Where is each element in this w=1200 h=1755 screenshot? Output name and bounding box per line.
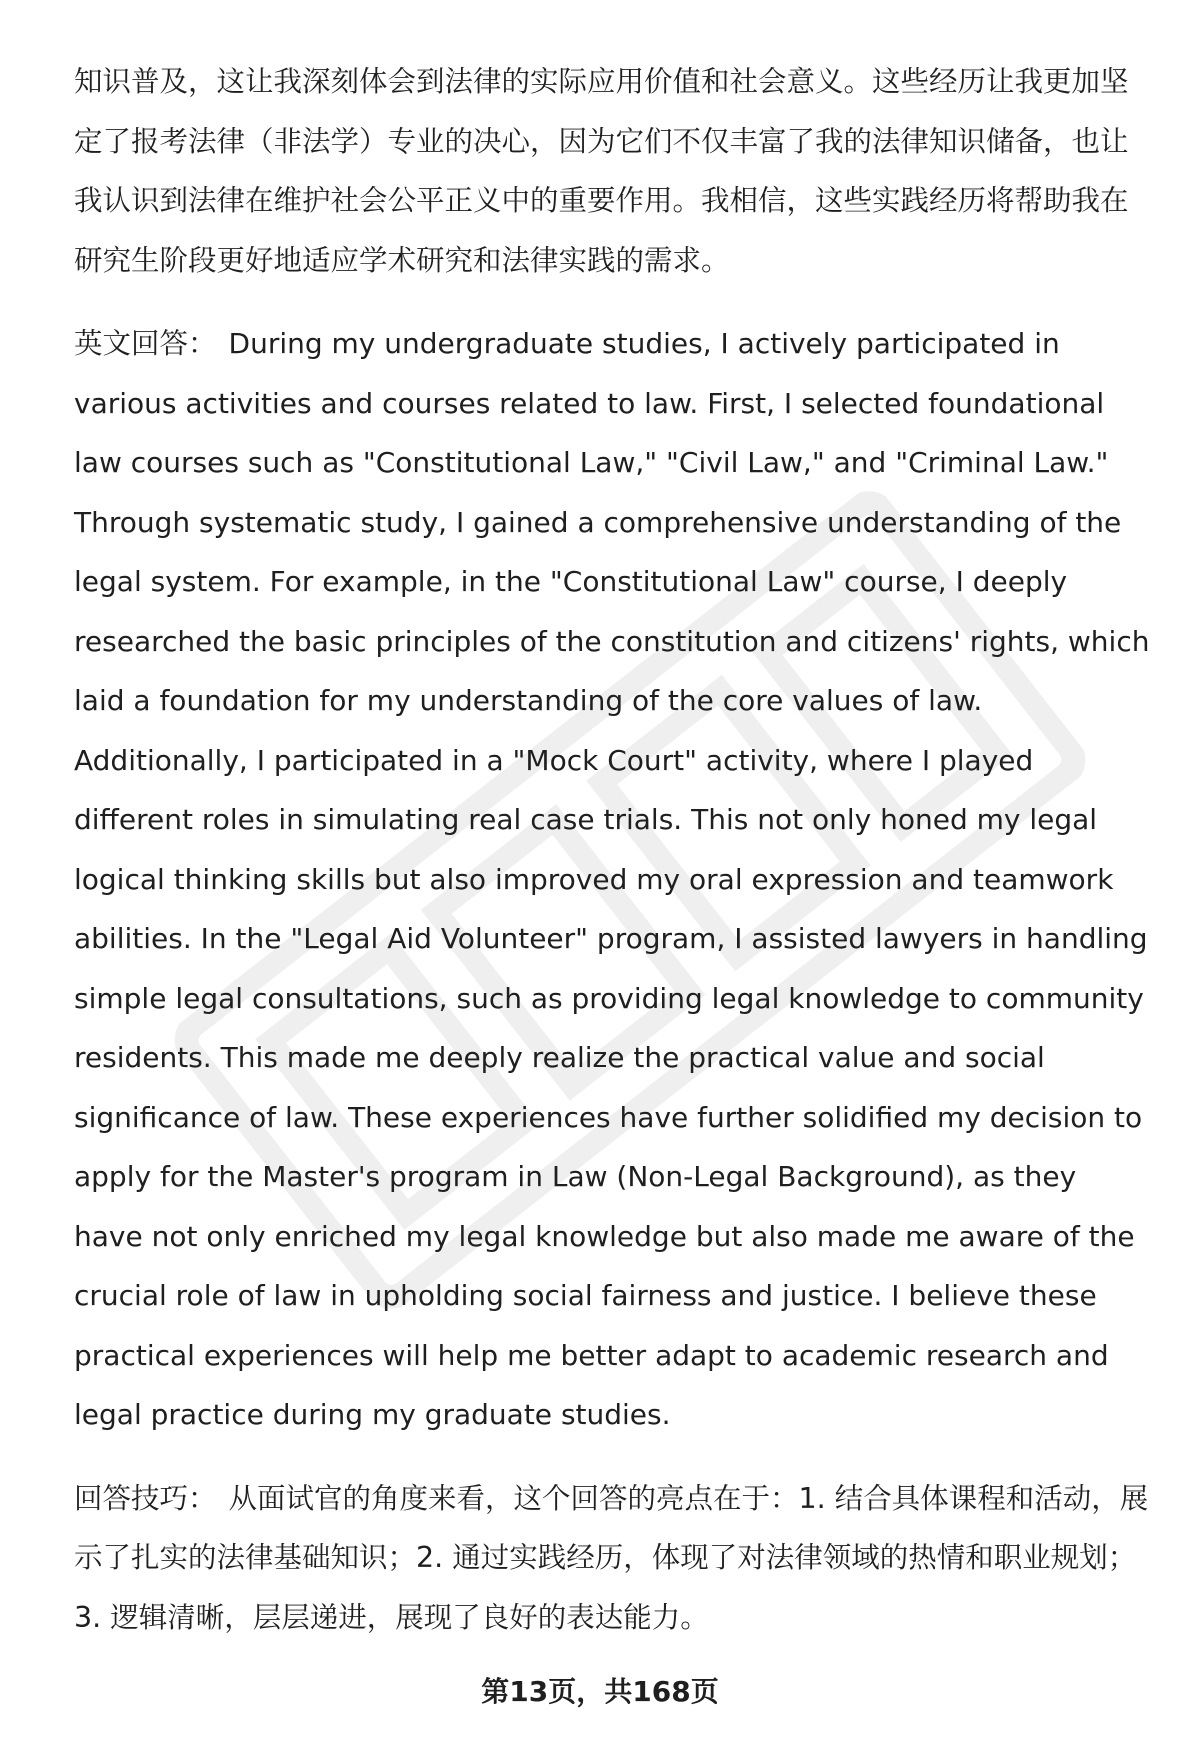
document-page	[74, 52, 1152, 1647]
tips-label: 回答技巧：	[74, 1481, 217, 1515]
page-number-footer: 第13页，共168页	[481, 1675, 719, 1708]
english-answer-label: 英文回答：	[74, 327, 217, 360]
continuation-paragraph: 知识普及，这让我深刻体会到法律的实际应用价值和社会意义。这些经历让我更加坚定了报考法律（非法学）专业的决心，因为它们不仅丰富了我的法律知识储备，也让我认识到法律在维护社会公平正义中的重要作用。我相信，这些实践经历将帮助我在研究生阶段更好地适应学术研究和法律实践的需求。	[74, 65, 1129, 277]
english-answer-text: During my undergraduate studies, I actively participated in various activities and courses related to law. First, I selected foundational law courses such as "Constitutional Law," "Civil Law," and "Criminal Law." Through systematic study, I gained a comprehensive understanding of the legal system. For example, in the "Constitutional Law" course, I deeply researched the basic principles of the constitution and citizens' rights, which laid a foundation for my understanding of the core values of law. Additionally, I participated in a "Mock Court" activity, where I played different roles in simulating real case trials. This not only honed my legal logical thinking skills but also improved my oral expression and teamwork abilities. In the "Legal Aid Volunteer" program, I assisted lawyers in handling simple legal consultations, such as providing legal knowledge to community residents. This made me deeply realize the practical value and social significance of law. These experiences have further solidified my decision to apply for the Master's program in Law (Non-Legal Background), as they have not only enriched my legal knowledge but also made me aware of the crucial role of law in upholding social fairness and justice. I believe these practical experiences will help me better adapt to academic research and legal practice during my graduate studies.	[74, 327, 1150, 1431]
tips-paragraph	[74, 1469, 1152, 1648]
tips-text: 从面试官的角度来看，这个回答的亮点在于：1. 结合具体课程和活动，展示了扎实的法律基础知识；2. 通过实践经历，体现了对法律领域的热情和职业规划；3. 逻辑清晰，层层递进，展现了良好的表达能力。	[74, 1481, 1149, 1634]
english-answer-paragraph	[74, 314, 1152, 1445]
